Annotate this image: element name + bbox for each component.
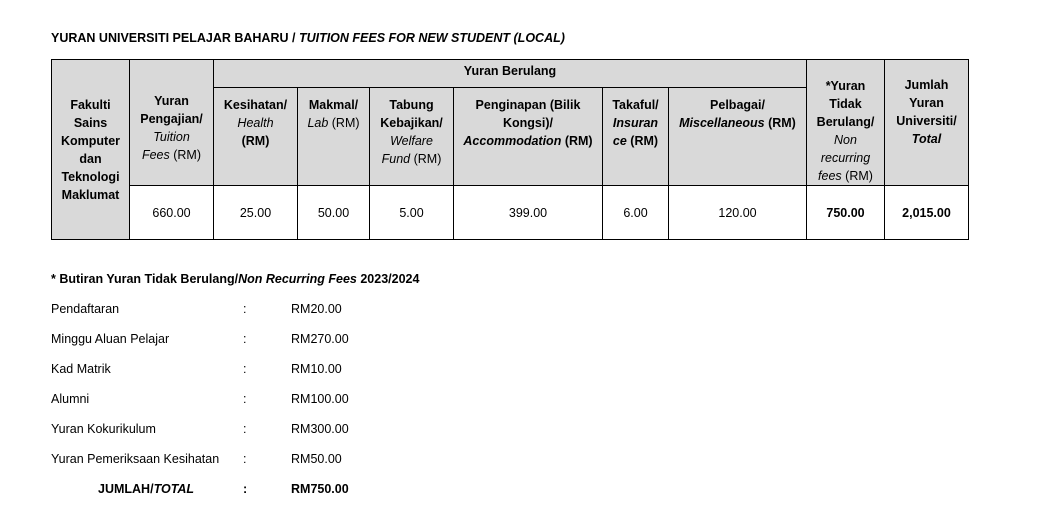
- title-main: YURAN UNIVERSITI PELAJAR BAHARU /: [51, 31, 299, 45]
- nonrecurring-line: recurring: [820, 150, 871, 165]
- nonrecurring-line: (RM): [841, 168, 873, 183]
- health-line: Kesihatan/: [223, 98, 288, 112]
- lab-line: Lab: [307, 116, 329, 130]
- takaful-line: ce: [612, 134, 627, 148]
- total-label-main: JUMLAH/: [98, 482, 154, 496]
- faculty-line: Maklumat: [61, 187, 120, 202]
- lab-value: 50.00: [298, 186, 370, 240]
- breakdown-label: Pendaftaran: [51, 302, 120, 316]
- health-line: (RM): [241, 134, 270, 148]
- faculty-line: Fakulti: [70, 97, 111, 112]
- misc-line: (RM): [764, 116, 796, 130]
- welfare-value: 5.00: [370, 186, 454, 240]
- nonrecurring-value: 750.00: [807, 186, 885, 240]
- welfare-line: (RM): [410, 152, 442, 166]
- nonrecurring-line: *Yuran: [825, 78, 866, 93]
- breakdown-total-colon: :: [243, 482, 248, 496]
- breakdown-heading: [51, 272, 419, 286]
- tuition-value: 660.00: [130, 186, 214, 240]
- breakdown-label: Yuran Pemeriksaan Kesihatan: [51, 452, 220, 466]
- total-line: Yuran: [909, 96, 944, 110]
- total-header-cell: [885, 60, 969, 186]
- document-title: [51, 31, 565, 45]
- misc-line: Miscellaneous: [679, 116, 765, 130]
- accommodation-line: Penginapan (Bilik: [475, 98, 581, 112]
- faculty-line: dan: [79, 151, 102, 166]
- misc-value: 120.00: [669, 186, 807, 240]
- total-line: Total: [911, 132, 942, 146]
- breakdown-colon: :: [243, 422, 247, 436]
- breakdown-label: Yuran Kokurikulum: [51, 422, 156, 436]
- takaful-line: (RM): [626, 134, 659, 148]
- title-italic: TUITION FEES FOR NEW STUDENT (LOCAL): [298, 31, 565, 45]
- tuition-line: Fees: [141, 147, 170, 162]
- tuition-line: Yuran: [154, 93, 189, 108]
- health-line: Health: [237, 116, 274, 130]
- lab-line: (RM): [328, 116, 360, 130]
- breakdown-colon: :: [243, 362, 247, 376]
- health-value: 25.00: [214, 186, 298, 240]
- accommodation-line: (RM): [561, 134, 593, 148]
- breakdown-value: RM300.00: [291, 422, 349, 436]
- breakdown-total-label: [98, 482, 194, 496]
- lab-line: Makmal/: [308, 98, 359, 112]
- breakdown-value: RM50.00: [291, 452, 342, 466]
- accommodation-header-cell: [454, 88, 603, 186]
- welfare-line: Fund: [381, 152, 411, 166]
- breakdown-colon: :: [243, 332, 247, 346]
- total-value: 2,015.00: [885, 186, 969, 240]
- welfare-line: Welfare: [390, 134, 433, 148]
- faculty-line: Teknologi: [61, 169, 120, 184]
- breakdown-value: RM270.00: [291, 332, 349, 346]
- welfare-line: Tabung: [389, 98, 434, 112]
- nonrecurring-line: Non: [834, 132, 857, 147]
- nonrecurring-header-cell: [807, 60, 885, 186]
- takaful-line: Takaful/: [612, 98, 659, 112]
- fees-table: [51, 59, 969, 240]
- nonrecurring-line: fees: [818, 168, 842, 183]
- breakdown-label: Minggu Aluan Pelajar: [51, 332, 170, 346]
- takaful-value: 6.00: [603, 186, 669, 240]
- health-header-cell: [214, 88, 298, 186]
- total-label-italic: TOTAL: [153, 482, 195, 496]
- breakdown-heading-main: * Butiran Yuran Tidak Berulang/: [51, 272, 239, 286]
- lab-header-cell: [298, 88, 370, 186]
- breakdown-label: Kad Matrik: [51, 362, 111, 376]
- faculty-line: Sains: [73, 115, 108, 130]
- total-line: Universiti/: [896, 114, 957, 128]
- total-line: Jumlah: [904, 78, 949, 92]
- breakdown-value: RM10.00: [291, 362, 342, 376]
- accommodation-value: 399.00: [454, 186, 603, 240]
- misc-header-cell: [669, 88, 807, 186]
- takaful-line: Insuran: [612, 116, 659, 130]
- recurring-group-header: Yuran Berulang: [214, 60, 807, 88]
- misc-line: Pelbagai/: [710, 98, 765, 112]
- breakdown-total-value: RM750.00: [291, 482, 349, 496]
- tuition-line: (RM): [169, 147, 202, 162]
- faculty-header-cell: [52, 60, 130, 240]
- tuition-header-cell: [130, 60, 214, 186]
- breakdown-label: Alumni: [51, 392, 90, 406]
- breakdown-heading-year: 2023/2024: [356, 272, 420, 286]
- breakdown-value: RM20.00: [291, 302, 342, 316]
- takaful-header-cell: [603, 88, 669, 186]
- breakdown-colon: :: [243, 452, 247, 466]
- welfare-header-cell: [370, 88, 454, 186]
- nonrecurring-line: Berulang/: [816, 114, 875, 129]
- accommodation-line: Accommodation: [463, 134, 562, 148]
- tuition-line: Tuition: [153, 129, 190, 144]
- tuition-line: Pengajian/: [140, 111, 203, 126]
- welfare-line: Kebajikan/: [380, 116, 443, 130]
- breakdown-value: RM100.00: [291, 392, 349, 406]
- breakdown-colon: :: [243, 392, 247, 406]
- accommodation-line: Kongsi)/: [503, 116, 553, 130]
- breakdown-colon: :: [243, 302, 247, 316]
- breakdown-heading-italic: Non Recurring Fees: [238, 272, 357, 286]
- faculty-line: Komputer: [60, 133, 121, 148]
- nonrecurring-line: Tidak: [829, 96, 862, 111]
